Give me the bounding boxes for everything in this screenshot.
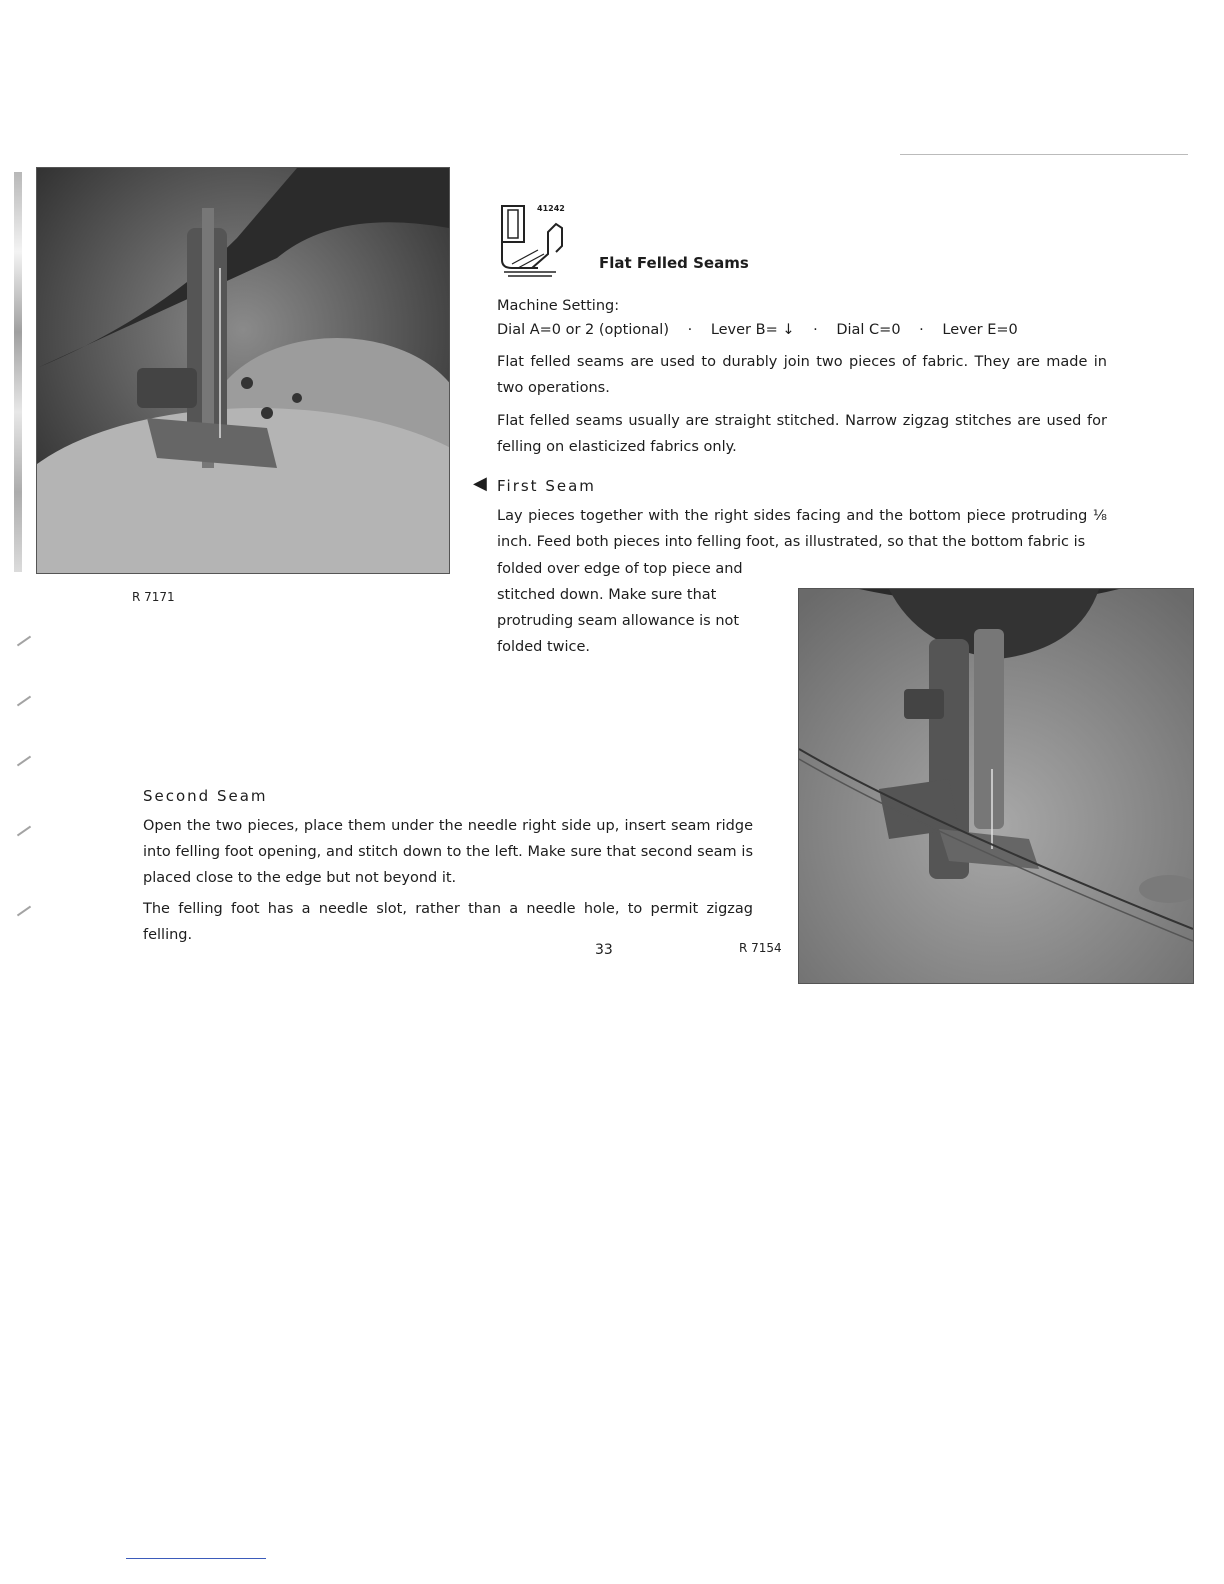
felling-foot-icon [498, 202, 570, 282]
sewing-machine-illustration [799, 589, 1193, 983]
dial-c-setting: Dial C=0 [836, 322, 901, 338]
section-marker-icon: ◀ [473, 473, 487, 494]
machine-setting-values [497, 322, 1018, 338]
page-title: Flat Felled Seams [599, 254, 749, 272]
scan-mark [17, 636, 31, 647]
first-seam-heading: First Seam [497, 477, 596, 495]
scan-mark [17, 696, 31, 707]
machine-setting-label: Machine Setting: [497, 298, 620, 314]
dial-a-setting: Dial A=0 or 2 (optional) [497, 322, 669, 338]
second-seam-text-2: The felling foot has a needle slot, rather than a needle hole, to permit zigzag felling. [143, 901, 753, 943]
sewing-machine-illustration [37, 168, 449, 573]
scan-mark [17, 826, 31, 837]
part-number: 41242 [537, 204, 565, 213]
intro-paragraph-2: Flat felled seams usually are straight stitched. Narrow zigzag stitches are used for felling on elasticized fabrics only. [497, 413, 1107, 455]
scan-line [900, 154, 1188, 155]
intro-paragraph-1: Flat felled seams are used to durably join two pieces of fabric. They are made in two operations. [497, 354, 1107, 396]
scan-mark [17, 906, 31, 917]
scan-line [126, 1558, 266, 1559]
scan-edge-artifact [14, 172, 22, 572]
photo-caption-top: R 7171 [132, 590, 175, 604]
separator-dot: · [687, 322, 693, 338]
lever-b-setting: Lever B= ↓ [710, 322, 795, 338]
page-number: 33 [595, 942, 613, 958]
scan-mark [17, 756, 31, 767]
lever-e-setting: Lever E=0 [942, 322, 1018, 338]
first-seam-text-a: Lay pieces together with the right sides facing and the bottom piece protruding ⅛ inch. Feed both pieces into felling foot, as illustrated, so that the bottom fabric is [497, 508, 1107, 550]
photo-caption-bottom: R 7154 [739, 941, 782, 955]
second-seam-text-1: Open the two pieces, place them under the needle right side up, insert seam ridge into felling foot opening, and stitch down to the left. Make sure that second seam is placed close to the edge but not beyond it. [143, 818, 753, 886]
photo-felling-foot-second-seam [798, 588, 1194, 984]
photo-felling-foot-first-seam [36, 167, 450, 574]
second-seam-heading: Second Seam [143, 787, 268, 805]
separator-dot: · [919, 322, 924, 338]
first-seam-text-b: folded over edge of top piece and stitched down. Make sure that protruding seam allowance is not folded twice. [497, 561, 743, 655]
separator-dot: · [813, 322, 818, 338]
